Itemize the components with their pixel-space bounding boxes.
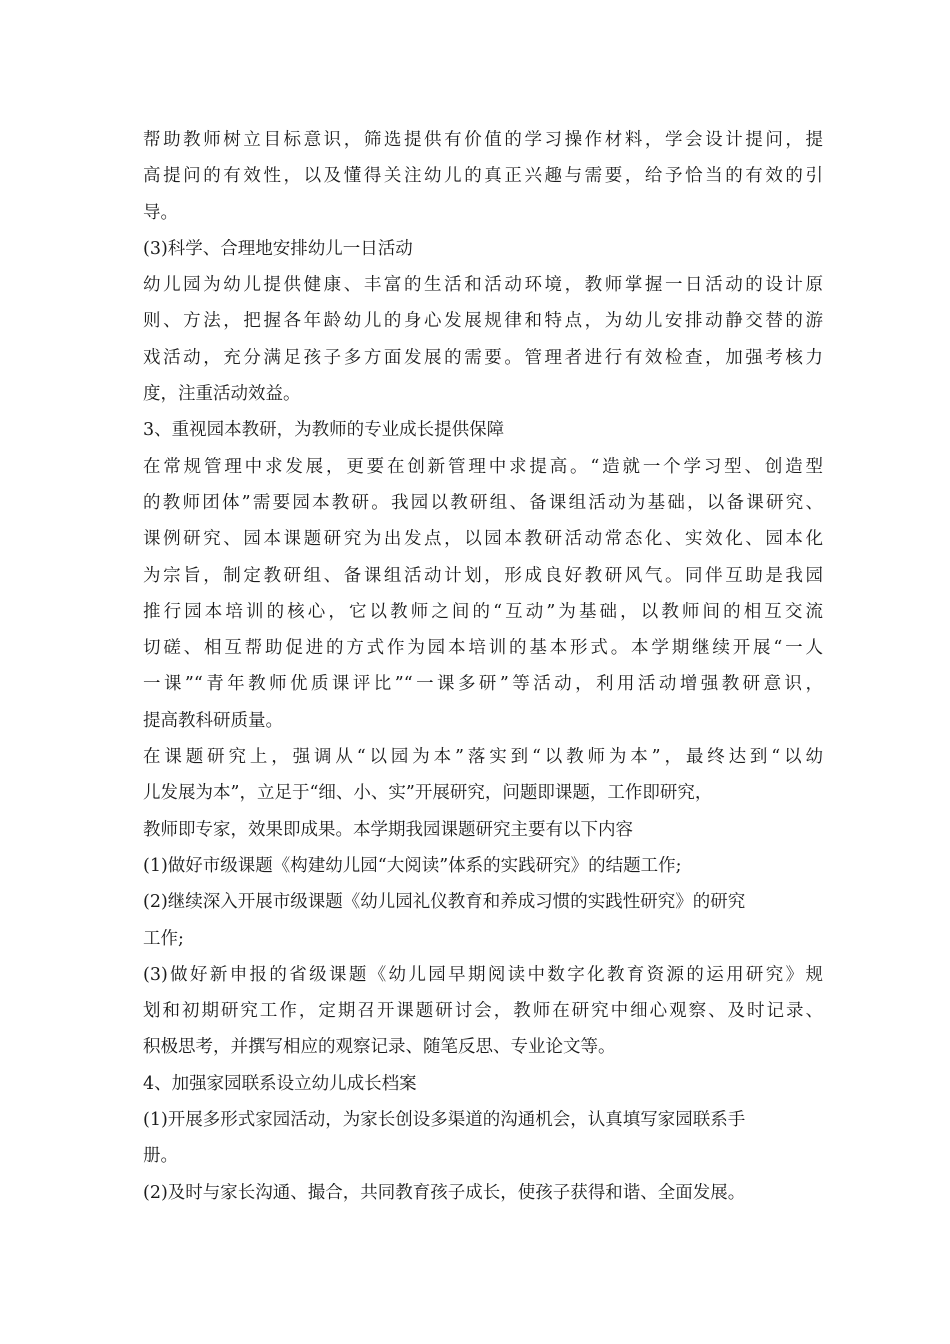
text-line: 在常规管理中求发展，更要在创新管理中求提高。“造就一个学习型、创造型 <box>143 456 823 477</box>
text-line: 4、加强家园联系设立幼儿成长档案 <box>143 1073 417 1094</box>
text-line: 工作; <box>143 928 184 949</box>
text-line: 册。 <box>143 1146 178 1167</box>
text-line: 导。 <box>143 202 178 223</box>
text-line: (1)做好市级课题《构建幼儿园“大阅读”体系的实践研究》的结题工作; <box>143 855 682 876</box>
text-line: 推行园本培训的核心，它以教师之间的“互动”为基础，以教师间的相互交流 <box>143 601 823 622</box>
text-line: 帮助教师树立目标意识，筛选提供有价值的学习操作材料，学会设计提问，提 <box>143 130 823 150</box>
text-line: 切磋、相互帮助促进的方式作为园本培训的基本形式。本学期继续开展“一人 <box>143 638 823 659</box>
text-line: 3、重视园本教研，为教师的专业成长提供保障 <box>143 420 505 441</box>
text-line: 提高教科研质量。 <box>143 710 283 731</box>
text-line: (1)开展多形式家园活动，为家长创设多渠道的沟通机会，认真填写家园联系手 <box>143 1110 746 1131</box>
text-line: 儿发展为本”，立足于“细、小、实”开展研究，问题即课题，工作即研究， <box>143 783 713 804</box>
text-line: (3)科学、合理地安排幼儿一日活动 <box>143 238 413 259</box>
text-line: (2)继续深入开展市级课题《幼儿园礼仪教育和养成习惯的实践性研究》的研究 <box>143 892 746 913</box>
text-line: 则、方法，把握各年龄幼儿的身心发展规律和特点，为幼儿安排动静交替的游 <box>143 311 823 332</box>
text-line: 教师即专家，效果即成果。本学期我园课题研究主要有以下内容 <box>143 819 633 840</box>
text-line: (3)做好新申报的省级课题《幼儿园早期阅读中数字化教育资源的运用研究》规 <box>143 964 823 985</box>
text-line: 课例研究、园本课题研究为出发点，以园本教研活动常态化、实效化、园本化 <box>143 529 823 550</box>
text-line: 幼儿园为幼儿提供健康、丰富的生活和活动环境，教师掌握一日活动的设计原 <box>143 275 823 296</box>
text-line: 为宗旨，制定教研组、备课组活动计划，形成良好教研风气。同伴互助是我园 <box>143 565 823 586</box>
document-body <box>143 122 823 1211</box>
text-line: 度，注重活动效益。 <box>143 384 301 405</box>
text-line: (2)及时与家长沟通、撮合，共同教育孩子成长，使孩子获得和谐、全面发展。 <box>143 1182 746 1203</box>
text-line: 高提问的有效性，以及懂得关注幼儿的真正兴趣与需要，给予恰当的有效的引 <box>143 166 823 187</box>
text-line: 的教师团体”需要园本教研。我园以教研组、备课组活动为基础，以备课研究、 <box>143 492 823 513</box>
text-line: 戏活动，充分满足孩子多方面发展的需要。管理者进行有效检查，加强考核力 <box>143 347 823 368</box>
text-line: 划和初期研究工作，定期召开课题研讨会，教师在研究中细心观察、及时记录、 <box>143 1001 823 1022</box>
text-line: 在课题研究上，强调从“以园为本”落实到“以教师为本”，最终达到“以幼 <box>143 747 823 768</box>
text-line: 积极思考，并撰写相应的观察记录、随笔反思、专业论文等。 <box>143 1037 616 1058</box>
text-line: 一课”“青年教师优质课评比”“一课多研”等活动，利用活动增强教研意识， <box>143 674 823 695</box>
